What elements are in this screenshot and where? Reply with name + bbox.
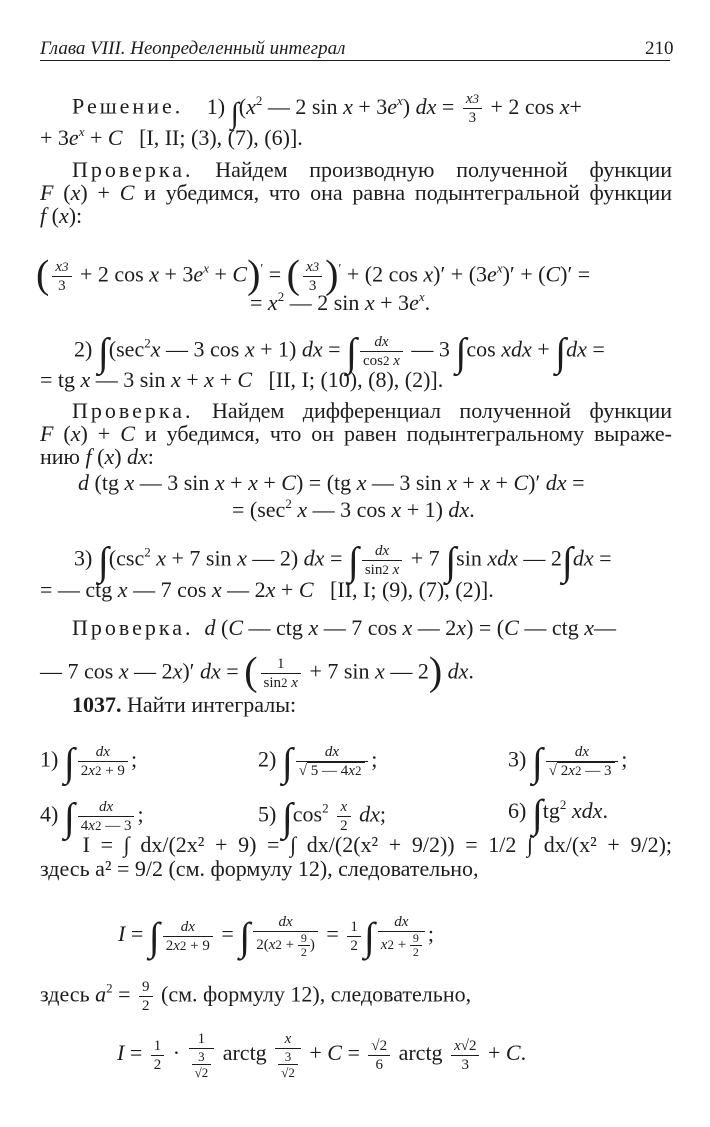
- formula-final: I = $\frac{1}{2}$ · $\frac{1}{\frac{3}{√2}}$ arctg $\frac{x}{\frac{3}{√2}}$ + C = $\frac{√2}{6}$ arctg $\frac{x√2}{3}$ + C.: [117, 1031, 527, 1080]
- running-header: Глава VIII. Неопределенный интеграл: [40, 38, 346, 59]
- solution-label: Решение.: [72, 93, 184, 119]
- solution2-line-2: [40, 856, 479, 882]
- paragraph-text: Найдем дифференциал полученной функции: [212, 398, 672, 423]
- problem-statement: Найти интегралы:: [127, 692, 297, 717]
- check-label: Проверка.: [72, 398, 194, 423]
- formula-derivative: ( $\frac{x3}{3}$ + 2 $\cos x + 3e^x + C)'$ = ( $\frac{x3}{3}$ )′ + (2 $\cos x)' + (3e^x)' + (C)'$ =: [36, 251, 591, 297]
- solution-line-1: Решение. 1) $\int(x^2$ — 2 $\sin x + 3e^x$) dx = $\frac{x3}{3}$ + 2 cos x+: [72, 91, 582, 130]
- check-line-2: F (x) + C и убедимся, что она равна подынтегральной функции: [40, 180, 673, 205]
- problem-item-1: 1) ∫ $\frac{dx}{2x2 + 9}$ ;: [40, 739, 138, 785]
- problem-item-6: 6) $\int tg^2$ xdx.: [508, 791, 608, 836]
- check3-line-2: — 7 cos x — 2x)′ dx = ( $\frac{1}{\sin 2 x}$ + 7 sin x — 2) dx.: [40, 648, 474, 694]
- problem-item-3: 3) ∫ $\frac{dx}{√ 2x2 — 3}$ ;: [508, 739, 628, 785]
- formula-item-3-result: = — ctg x — 7 cos x — 2x + C [II, I; (9), (7), (2)].: [40, 577, 494, 602]
- problem-1037-heading: [72, 692, 296, 718]
- formula-item-2: 2) $\int(\sec^2x$ — 3 cos x + 1) dx = ∫ $\frac{dx}{\cos 2 x}$ — 3 ∫cos xdx + ∫dx =: [74, 329, 605, 375]
- problem-item-5: 5) $\int\cos^2$ $\frac{x}{2}$ dx;: [258, 794, 387, 840]
- formula-item-3: 3) $\int(\csc^2$ x + 7 sin x — 2) dx = ∫ $\frac{dx}{\sin 2 x}$ + 7 ∫sin xdx — 2∫dx =: [74, 538, 612, 584]
- check-label: Проверка.: [72, 157, 194, 182]
- problem-item-4: 4) ∫ $\frac{dx}{4x2 — 3}$ ;: [40, 794, 144, 840]
- formula-transform: I = ∫ $\frac{dx}{2x2 + 9}$ = ∫ dx 2(x2 + $\frac{9}{2}$ ) = $\frac{1}{2}$ ∫ dx x2 + $\frac{9}{2}$ ;: [118, 914, 435, 960]
- check3-line-1: Проверка. d (C — ctg x — 7 cos x — 2x) = (C — ctg x—: [72, 615, 616, 640]
- problem-number: 1037.: [72, 692, 122, 717]
- page-number: 210: [645, 38, 674, 59]
- paragraph-text: I = ∫ dx/(2x² + 9) = ∫ dx/(2(x² + 9/2)) = 1/2 ∫ dx/(x² + 9/2);: [82, 832, 673, 857]
- check-line-3: f (x):: [40, 203, 83, 228]
- paragraph-text: Найдем производную полученной функции: [215, 157, 672, 182]
- formula-differential-result: = ($\sec^2$ x — 3 cos x + 1) dx.: [232, 496, 475, 522]
- formula-a-squared: здесь $a^2$ = $\frac{9}{2}$ (см. формулу 12), следовательно,: [40, 979, 472, 1014]
- paragraph-text: здесь a² = 9/2 (см. формулу 12), следовательно,: [40, 856, 479, 881]
- check-label: Проверка.: [72, 615, 194, 640]
- check2-line-2: F (x) + C и убедимся, что он равен подынтегральному выраже-: [40, 421, 673, 446]
- header-rule: [40, 60, 670, 61]
- formula-item-2-result: = tg x — 3 sin x + x + C [II, I; (10), (8), (2)].: [40, 367, 444, 392]
- formula-derivative-result: = $x^2$ — 2 $\sin x + 3e^x$.: [250, 289, 431, 315]
- solution-line-2: + $3e^x + C$ [I, II; (3), (7), (6)].: [40, 124, 303, 150]
- solution2-line-1: [72, 832, 672, 858]
- problem-item-2: 2) ∫ $\frac{dx}{√ 5 — 4x2}$ ;: [258, 739, 378, 785]
- formula-differential: d (tg x — 3 sin x + x + C) = (tg x — 3 sin x + x + C)′ dx =: [78, 470, 585, 495]
- check2-line-3: нию f (x) dx:: [40, 444, 154, 469]
